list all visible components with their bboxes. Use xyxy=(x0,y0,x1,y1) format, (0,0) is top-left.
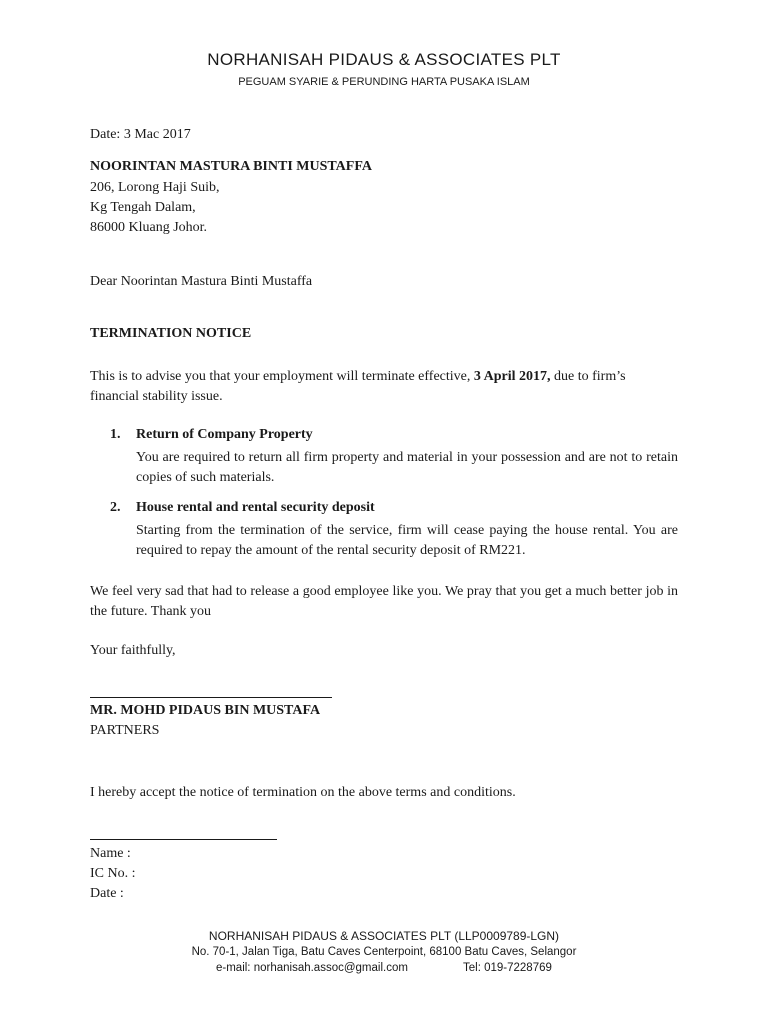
termination-date: 3 April 2017, xyxy=(473,369,551,384)
list-item-body: You are required to return all firm property and material in your possession and are not to retain copies of such materials. xyxy=(136,450,678,485)
footer-address: No. 70-1, Jalan Tiga, Batu Caves Centerpoint, 68100 Batu Caves, Selangor xyxy=(191,946,577,958)
recipient-address-line: 206, Lorong Haji Suib, xyxy=(90,180,220,195)
acceptance-ic-field: IC No. : xyxy=(90,866,136,881)
letter-date: Date: 3 Mac 2017 xyxy=(90,127,191,142)
recipient-address-line: 86000 Kluang Johor. xyxy=(90,220,208,235)
acceptance-date-field: Date : xyxy=(90,886,124,901)
intro-paragraph xyxy=(90,367,678,407)
recipient-name: NOORINTAN MASTURA BINTI MUSTAFFA xyxy=(90,159,372,174)
salutation: Dear Noorintan Mastura Binti Mustaffa xyxy=(90,274,313,289)
intro-text: due to firm’s financial stability issue. xyxy=(90,369,626,404)
recipient-address-line: Kg Tengah Dalam, xyxy=(90,200,196,215)
footer-email: e-mail: norhanisah.assoc@gmail.com xyxy=(216,962,408,974)
footer-tel: Tel: 019-7228769 xyxy=(463,962,552,974)
acceptance-statement: I hereby accept the notice of termination on the above terms and conditions. xyxy=(90,785,516,800)
list-item-number: 2. xyxy=(110,500,121,515)
signatory-title: PARTNERS xyxy=(90,723,160,738)
intro-text: This is to advise you that your employment will terminate effective, xyxy=(90,369,474,384)
list-item-body: Starting from the termination of the service, firm will cease paying the house rental. You are required to repay the amount of the rental security deposit of RM221. xyxy=(136,523,678,558)
closing-paragraph: We feel very sad that had to release a good employee like you. We pray that you get a much better job in the future. Thank you xyxy=(90,584,678,619)
list-item-title: House rental and rental security deposit xyxy=(136,500,375,515)
acceptance-signature-line xyxy=(90,839,277,840)
acceptance-name-field: Name : xyxy=(90,846,131,861)
signatory-name: MR. MOHD PIDAUS BIN MUSTAFA xyxy=(90,703,321,718)
subject-heading: TERMINATION NOTICE xyxy=(90,326,252,341)
letterhead-firm-name: NORHANISAH PIDAUS & ASSOCIATES PLT xyxy=(207,50,561,69)
footer-firm-line: NORHANISAH PIDAUS & ASSOCIATES PLT (LLP0009789-LGN) xyxy=(208,929,560,943)
list-item-title: Return of Company Property xyxy=(136,427,313,442)
list-item-number: 1. xyxy=(110,427,121,442)
letterhead-tagline: PEGUAM SYARIE & PERUNDING HARTA PUSAKA ISLAM xyxy=(238,76,530,88)
valediction: Your faithfully, xyxy=(90,643,176,658)
signature-line xyxy=(90,697,332,698)
